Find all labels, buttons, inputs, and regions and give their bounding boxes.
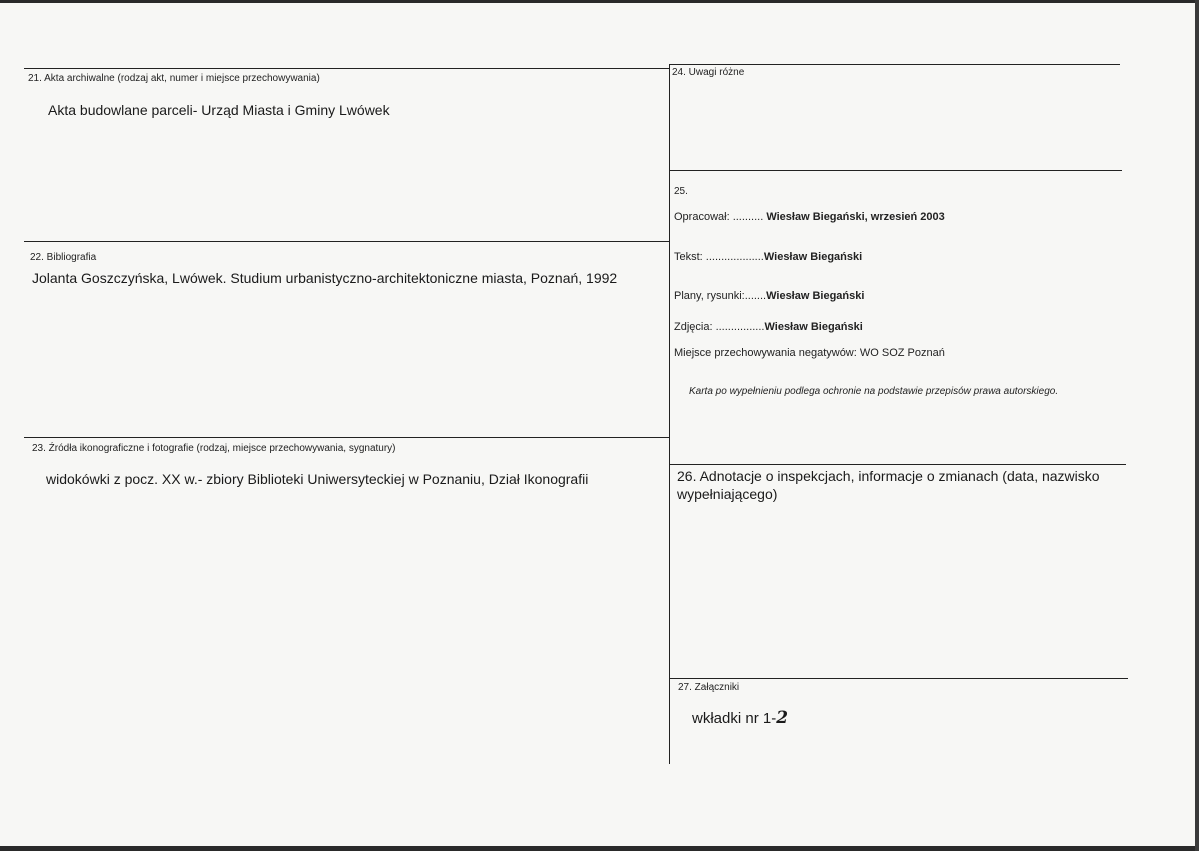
section-21-label: 21. Akta archiwalne (rodzaj akt, numer i miejsce przechowywania) bbox=[28, 73, 320, 84]
opracowal-row bbox=[674, 211, 945, 223]
rule-column-divider bbox=[669, 64, 670, 764]
section-26-label: 26. Adnotacje o inspekcjach, informacje o zmianach (data, nazwisko wypełniającego) bbox=[677, 468, 1100, 502]
section-22-value: Jolanta Goszczyńska, Lwówek. Studium urbanistyczno-architektoniczne miasta, Poznań, 1992 bbox=[32, 270, 618, 286]
zdjecia-value: Wiesław Biegański bbox=[764, 321, 863, 333]
section-23-label: 23. Źródła ikonograficzne i fotografie (rodzaj, miejsce przechowywania, sygnatury) bbox=[32, 443, 396, 454]
plany-value: Wiesław Biegański bbox=[766, 290, 865, 302]
opracowal-value: Wiesław Biegański, wrzesień 2003 bbox=[766, 211, 945, 223]
section-22-label: 22. Bibliografia bbox=[30, 252, 97, 263]
plany-row bbox=[674, 290, 864, 302]
rule-21-top bbox=[24, 68, 670, 69]
section-27-label: 27. Załączniki bbox=[678, 682, 740, 693]
section-24-label: 24. Uwagi różne bbox=[672, 67, 745, 78]
zdjecia-label: Zdjęcia: ................ bbox=[674, 321, 765, 333]
rule-23-top bbox=[24, 437, 670, 438]
section-23-value: widokówki z pocz. XX w.- zbiory Biblioteki Uniwersyteckiej w Poznaniu, Dział Ikonografii bbox=[46, 471, 589, 487]
rule-25-top bbox=[670, 170, 1122, 171]
opracowal-label: Opracował: .......... bbox=[674, 211, 764, 223]
tekst-row bbox=[674, 251, 862, 263]
section-25-label: 25. bbox=[674, 186, 688, 197]
copyright-note: Karta po wypełnieniu podlega ochronie na podstawie przepisów prawa autorskiego. bbox=[689, 386, 1059, 397]
rule-22-top bbox=[24, 241, 670, 242]
section-21-value: Akta budowlane parceli- Urząd Miasta i Gminy Lwówek bbox=[48, 102, 390, 118]
tekst-label: Tekst: ................... bbox=[674, 251, 764, 263]
scan-edge-right bbox=[1195, 0, 1199, 851]
scan-edge-top bbox=[0, 0, 1199, 3]
section-27-value bbox=[692, 708, 788, 728]
section-27-handwritten-value: 2 bbox=[776, 708, 789, 728]
rule-27-top bbox=[670, 678, 1128, 679]
plany-label: Plany, rysunki:....... bbox=[674, 290, 767, 302]
rule-26-top bbox=[670, 464, 1126, 465]
zdjecia-row bbox=[674, 321, 863, 333]
scan-edge-bottom bbox=[0, 846, 1199, 851]
tekst-value: Wiesław Biegański bbox=[763, 251, 863, 263]
negatywy-row: Miejsce przechowywania negatywów: WO SOZ Poznań bbox=[674, 347, 945, 359]
section-27-typed-value: wkładki nr 1- bbox=[692, 710, 777, 727]
rule-24-top bbox=[670, 64, 1120, 65]
